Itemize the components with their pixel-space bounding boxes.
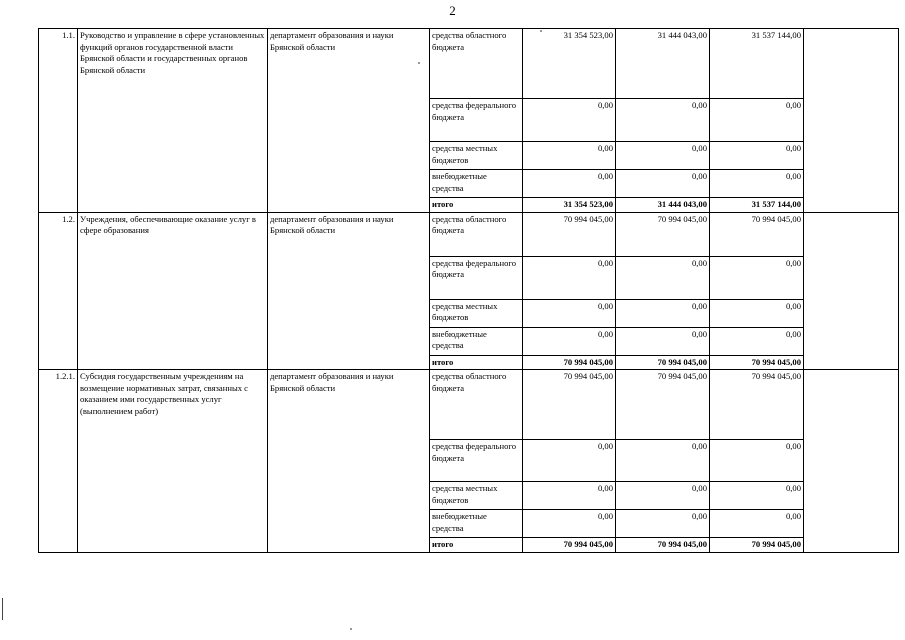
budget-table [38, 28, 899, 553]
notes-cell [804, 29, 899, 213]
amount-year-2: 0,00 [616, 170, 710, 198]
amount-year-3: 0,00 [710, 99, 804, 142]
amount-year-2: 70 994 045,00 [616, 212, 710, 256]
amount-year-2: 70 994 045,00 [616, 370, 710, 440]
total-label: итого [430, 538, 523, 553]
funding-source: внебюджетные средства [430, 327, 523, 355]
amount-year-2: 0,00 [616, 327, 710, 355]
section-executor: департамент образования и науки Брянской области [268, 370, 430, 553]
total-year-3: 70 994 045,00 [710, 355, 804, 370]
amount-year-1: 0,00 [523, 99, 616, 142]
amount-year-1: 0,00 [523, 327, 616, 355]
amount-year-3: 0,00 [710, 482, 804, 510]
amount-year-1: 0,00 [523, 170, 616, 198]
funding-source: средства федерального бюджета [430, 440, 523, 482]
page-number: 2 [449, 3, 456, 18]
funding-source: внебюджетные средства [430, 510, 523, 538]
amount-year-2: 0,00 [616, 256, 710, 299]
total-year-3: 70 994 045,00 [710, 538, 804, 553]
amount-year-3: 0,00 [710, 170, 804, 198]
amount-year-3: 70 994 045,00 [710, 370, 804, 440]
amount-year-3: 70 994 045,00 [710, 212, 804, 256]
amount-year-2: 0,00 [616, 299, 710, 327]
amount-year-1: 70 994 045,00 [523, 370, 616, 440]
amount-year-2: 0,00 [616, 510, 710, 538]
amount-year-3: 0,00 [710, 327, 804, 355]
total-label: итого [430, 198, 523, 213]
table-row [39, 370, 899, 440]
total-year-2: 70 994 045,00 [616, 355, 710, 370]
section-name: Руководство и управление в сфере установленных функций органов государственной власти Брянской области и государственных органов Брянской области [78, 29, 268, 213]
funding-source: средства федерального бюджета [430, 99, 523, 142]
amount-year-3: 0,00 [710, 142, 804, 170]
amount-year-1: 0,00 [523, 299, 616, 327]
amount-year-2: 0,00 [616, 142, 710, 170]
section-name: Учреждения, обеспечивающие оказание услуг в сфере образования [78, 212, 268, 370]
scan-speck [350, 628, 352, 630]
amount-year-1: 0,00 [523, 510, 616, 538]
scan-speck [540, 30, 542, 32]
scan-margin-mark [2, 598, 3, 620]
section-code: 1.2.1. [39, 370, 78, 553]
total-year-2: 70 994 045,00 [616, 538, 710, 553]
funding-source: средства местных бюджетов [430, 482, 523, 510]
amount-year-2: 0,00 [616, 482, 710, 510]
amount-year-1: 0,00 [523, 440, 616, 482]
amount-year-1: 0,00 [523, 256, 616, 299]
funding-source: средства областного бюджета [430, 370, 523, 440]
funding-source: средства областного бюджета [430, 212, 523, 256]
amount-year-1: 70 994 045,00 [523, 212, 616, 256]
amount-year-1: 31 354 523,00 [523, 29, 616, 99]
amount-year-1: 0,00 [523, 142, 616, 170]
amount-year-2: 0,00 [616, 99, 710, 142]
total-year-1: 70 994 045,00 [523, 355, 616, 370]
funding-source: средства федерального бюджета [430, 256, 523, 299]
total-year-1: 70 994 045,00 [523, 538, 616, 553]
amount-year-3: 0,00 [710, 299, 804, 327]
total-year-3: 31 537 144,00 [710, 198, 804, 213]
amount-year-2: 31 444 043,00 [616, 29, 710, 99]
funding-source: внебюджетные средства [430, 170, 523, 198]
section-code: 1.2. [39, 212, 78, 370]
amount-year-3: 0,00 [710, 440, 804, 482]
funding-source: средства местных бюджетов [430, 299, 523, 327]
total-year-1: 31 354 523,00 [523, 198, 616, 213]
total-label: итого [430, 355, 523, 370]
section-code: 1.1. [39, 29, 78, 213]
amount-year-3: 0,00 [710, 256, 804, 299]
amount-year-2: 0,00 [616, 440, 710, 482]
amount-year-3: 31 537 144,00 [710, 29, 804, 99]
table-row [39, 29, 899, 99]
funding-source: средства местных бюджетов [430, 142, 523, 170]
notes-cell [804, 370, 899, 553]
section-executor: департамент образования и науки Брянской области [268, 212, 430, 370]
section-name: Субсидия государственным учреждениям на возмещение нормативных затрат, связанных с оказанием ими государственных услуг (выполнением работ) [78, 370, 268, 553]
total-year-2: 31 444 043,00 [616, 198, 710, 213]
table-row [39, 212, 899, 256]
amount-year-1: 0,00 [523, 482, 616, 510]
funding-source: средства областного бюджета [430, 29, 523, 99]
notes-cell [804, 212, 899, 370]
scan-speck [418, 62, 420, 64]
amount-year-3: 0,00 [710, 510, 804, 538]
section-executor: департамент образования и науки Брянской области [268, 29, 430, 213]
